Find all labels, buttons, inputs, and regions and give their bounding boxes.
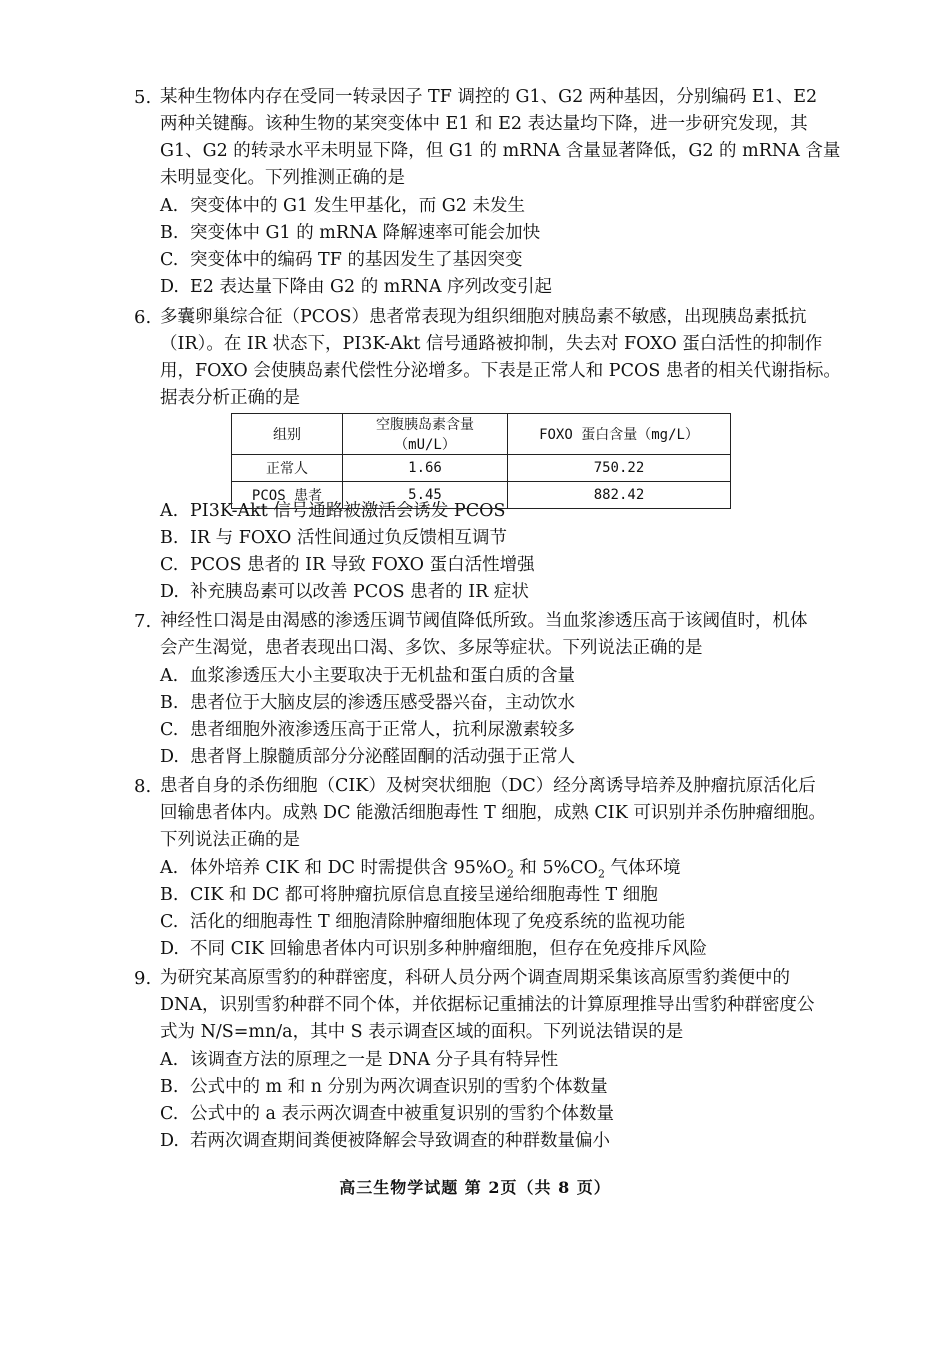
question-text-line: 未明显变化。下列推测正确的是 xyxy=(160,168,405,188)
question-number: 9. xyxy=(134,968,152,989)
option-b: B. IR 与 FOXO 活性间通过负反馈相互调节 xyxy=(160,528,507,548)
option-b: B. 患者位于大脑皮层的渗透压感受器兴奋，主动饮水 xyxy=(160,693,575,713)
question-text-line: 神经性口渴是由渴感的渗透压调节阈值降低所致。当血浆渗透压高于该阈值时，机体 xyxy=(160,611,808,631)
table-header: 空腹胰岛素含量（mU/L） xyxy=(343,414,508,455)
table-row xyxy=(232,455,731,482)
option-b: B. 公式中的 m 和 n 分别为两次调查识别的雪豹个体数量 xyxy=(160,1077,608,1097)
table-header: 组别 xyxy=(232,414,343,455)
option-d: D. 不同 CIK 回输患者体内可识别多种肿瘤细胞，但存在免疫排斥风险 xyxy=(160,939,707,959)
question-text-line: 患者自身的杀伤细胞（CIK）及树突状细胞（DC）经分离诱导培养及肿瘤抗原活化后 xyxy=(160,776,816,796)
question-text-line: 回输患者体内。成熟 DC 能激活细胞毒性 T 细胞，成熟 CIK 可识别并杀伤肿瘤细胞。 xyxy=(160,803,826,823)
option-d: D. 若两次调查期间粪便被降解会导致调查的种群数量偏小 xyxy=(160,1131,610,1151)
table-header-row xyxy=(232,414,731,455)
question-text-line: 据表分析正确的是 xyxy=(160,388,300,408)
option-b: B. CIK 和 DC 都可将肿瘤抗原信息直接呈递给细胞毒性 T 细胞 xyxy=(160,885,658,905)
option-c: C. 公式中的 a 表示两次调查中被重复识别的雪豹个体数量 xyxy=(160,1104,615,1124)
option-a: A. 血浆渗透压大小主要取决于无机盐和蛋白质的含量 xyxy=(160,666,575,686)
question-number: 8. xyxy=(134,776,152,797)
option-a: A. 体外培养 CIK 和 DC 时需提供含 $95\%O_2$ 和 $5\%CO_2$ 气体环境 xyxy=(160,858,681,881)
table-row xyxy=(232,482,731,509)
table-cell: 882.42 xyxy=(508,482,731,509)
question-text-line: （IR）。在 IR 状态下，PI3K-Akt 信号通路被抑制，失去对 FOXO 蛋白活性的抑制作 xyxy=(160,334,823,354)
question-text-line: 式为 N/S=mn/a，其中 S 表示调查区域的面积。下列说法错误的是 xyxy=(160,1022,684,1042)
question-text-line: 下列说法正确的是 xyxy=(160,830,300,850)
table-cell: 1.66 xyxy=(343,455,508,482)
question-number: 5. xyxy=(134,87,152,108)
question-text-line: 某种生物体内存在受同一转录因子 TF 调控的 G1、G2 两种基因，分别编码 E1、E2 xyxy=(160,87,818,107)
table-cell: 5.45 xyxy=(343,482,508,509)
option-d: D. 补充胰岛素可以改善 PCOS 患者的 IR 症状 xyxy=(160,582,529,602)
option-a: A. PI3K-Akt 信号通路被激活会诱发 PCOS xyxy=(160,501,506,521)
question-text-line: 两种关键酶。该种生物的某突变体中 E1 和 E2 表达量均下降，进一步研究发现，其 xyxy=(160,114,808,134)
option-b: B. 突变体中 G1 的 mRNA 降解速率可能会加快 xyxy=(160,223,541,243)
table-header: FOXO 蛋白含量（mg/L） xyxy=(508,414,731,455)
table-cell: PCOS 患者 xyxy=(232,482,343,509)
option-a: A. 突变体中的 G1 发生甲基化，而 G2 未发生 xyxy=(160,196,525,216)
question-number: 7. xyxy=(134,611,152,632)
question-text-line: DNA，识别雪豹种群不同个体，并依据标记重捕法的计算原理推导出雪豹种群密度公 xyxy=(160,995,815,1015)
question-text-line: 多囊卵巢综合征（PCOS）患者常表现为组织细胞对胰岛素不敏感，出现胰岛素抵抗 xyxy=(160,307,807,327)
option-d: D. E2 表达量下降由 G2 的 mRNA 序列改变引起 xyxy=(160,277,553,297)
option-c: C. 活化的细胞毒性 T 细胞清除肿瘤细胞体现了免疫系统的监视功能 xyxy=(160,912,686,932)
option-a: A. 该调查方法的原理之一是 DNA 分子具有特异性 xyxy=(160,1050,559,1070)
option-c: C. 患者细胞外液渗透压高于正常人，抗利尿激素较多 xyxy=(160,720,575,740)
question-text-line: G1、G2 的转录水平未明显下降，但 G1 的 mRNA 含量显著降低，G2 的 mRNA 含量 xyxy=(160,141,841,161)
metabolic-index-table xyxy=(231,413,731,509)
question-text-line: 会产生渴觉，患者表现出口渴、多饮、多尿等症状。下列说法正确的是 xyxy=(160,638,703,658)
question-text-line: 用，FOXO 会使胰岛素代偿性分泌增多。下表是正常人和 PCOS 患者的相关代谢指标。 xyxy=(160,361,841,381)
question-text-line: 为研究某高原雪豹的种群密度，科研人员分两个调查周期采集该高原雪豹粪便中的 xyxy=(160,968,790,988)
option-d: D. 患者肾上腺髓质部分分泌醛固酮的活动强于正常人 xyxy=(160,747,575,767)
page-footer: 高三生物学试题 第 2页（共 8 页） xyxy=(339,1178,611,1197)
option-c: C. PCOS 患者的 IR 导致 FOXO 蛋白活性增强 xyxy=(160,555,535,575)
table-cell: 750.22 xyxy=(508,455,731,482)
question-number: 6. xyxy=(134,307,152,328)
option-c: C. 突变体中的编码 TF 的基因发生了基因突变 xyxy=(160,250,523,270)
table-cell: 正常人 xyxy=(232,455,343,482)
